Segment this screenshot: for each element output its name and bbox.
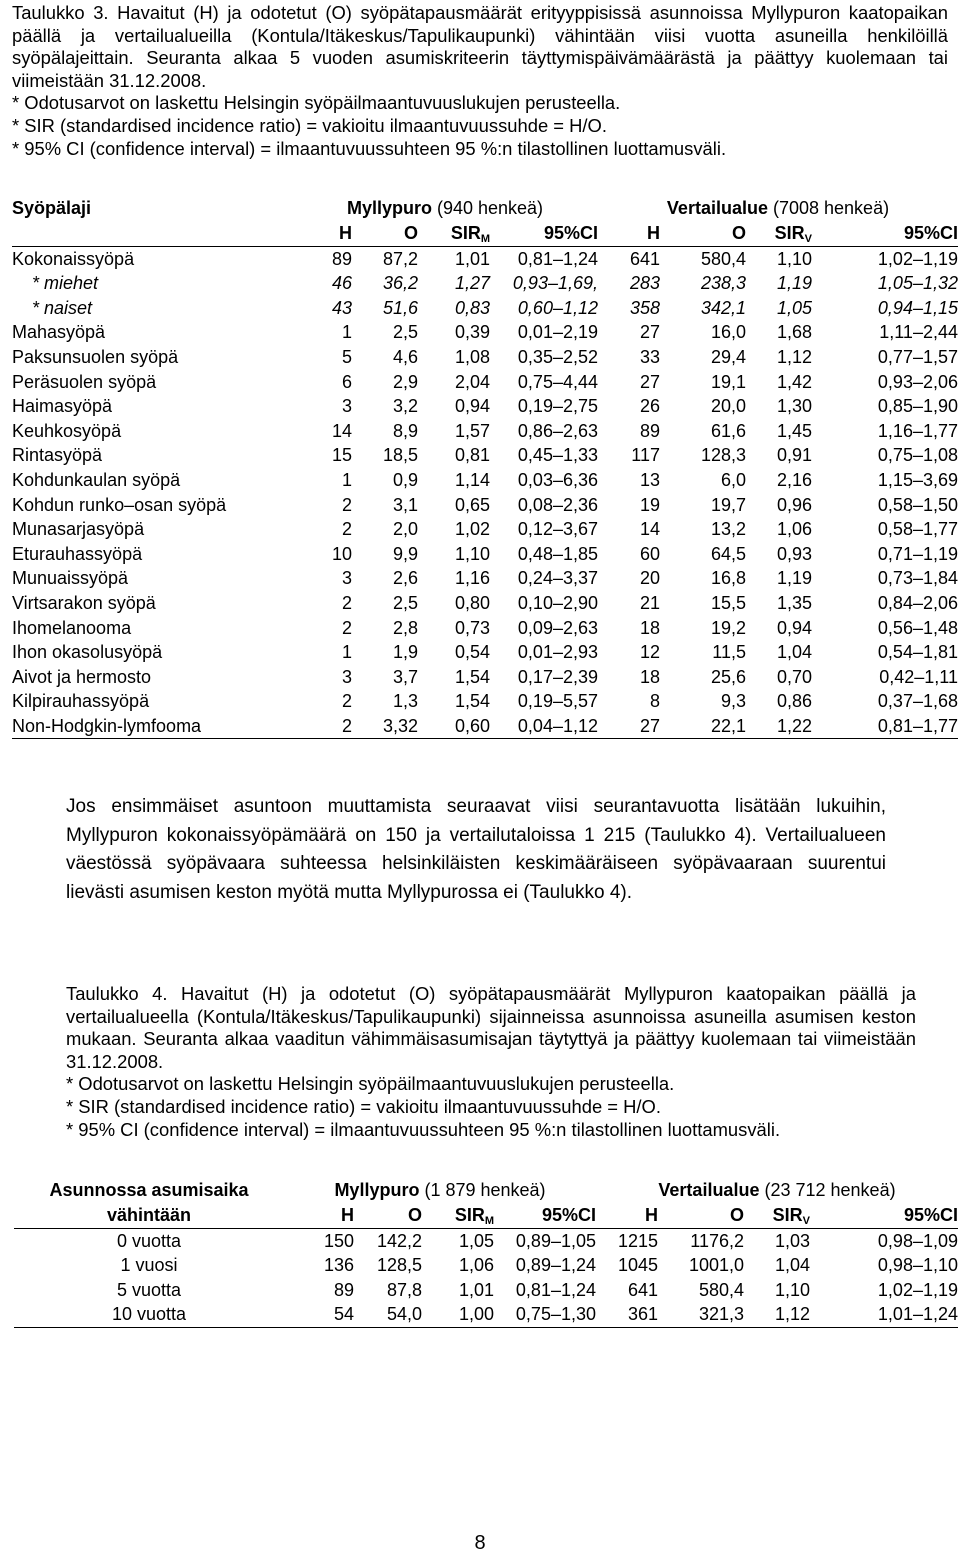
table-cell: 342,1 [700, 297, 746, 318]
table-cell: 1,06 [458, 1255, 494, 1276]
table-cell: 9,9 [392, 543, 418, 564]
table-cell: 26 [639, 396, 660, 417]
table-cell: 33 [639, 346, 660, 367]
table4-header-row [14, 1177, 958, 1203]
table3-caption-note: * Odotusarvot on laskettu Helsingin syöpäilmaantuvuuslukujen perusteella. [12, 92, 621, 114]
table-cell: 22,1 [660, 714, 746, 739]
table-cell: 0,77–1,57 [877, 346, 958, 367]
table-cell: 1,14 [454, 469, 490, 490]
table3-subheader-row [12, 221, 958, 246]
row-label: * miehet [32, 273, 99, 294]
group-count: (940 henkeä) [431, 197, 544, 218]
table-cell: 16,0 [710, 322, 746, 343]
table-row [12, 296, 958, 321]
table-cell: 0,09–2,63 [517, 617, 598, 638]
table-cell: 19 [639, 494, 660, 515]
table-cell: 2,5 [392, 592, 418, 613]
table-cell: 0,81–1,24 [515, 1279, 596, 1300]
table-cell: 1,01–1,24 [810, 1302, 958, 1327]
table-cell: 2 [341, 691, 352, 712]
col-o: O [658, 1203, 744, 1228]
table-cell: 641 [629, 248, 660, 269]
table-row [12, 246, 958, 271]
table4-header-category-line1: Asunnossa asumisaika [49, 1179, 249, 1200]
table-cell: 14 [639, 519, 660, 540]
table-cell: 1,06 [776, 519, 812, 540]
table-cell: 1,04 [774, 1255, 810, 1276]
table-cell: 3,32 [352, 714, 418, 739]
table-cell: 1,15–3,69 [877, 469, 958, 490]
table4-caption-title: Taulukko 4. Havaitut (H) ja odotetut (O) syöpätapausmäärät Myllypuron kaatopaikan päällä ja vertailualueella (Kontula/Itäkeskus/Tapulikaupunki) sijainneissa asunnoissa asuneilla asumisen keston mukaan. Seuranta alkaa vaaditun vähimmäisasumisajan täytyttyä ja päättyy kuolemaan tai viimeistään 31.12.2008. [66, 983, 916, 1072]
table-cell: 1215 [617, 1230, 658, 1251]
row-label: Kilpirauhassyöpä [12, 691, 150, 712]
page-number: 8 [474, 1532, 486, 1554]
sir-label: SIR [774, 223, 805, 243]
table-cell: 1,04 [776, 642, 812, 663]
table-cell: 1,08 [454, 346, 490, 367]
table-cell: 1,3 [392, 691, 418, 712]
col-ci: 95%CI [494, 1203, 596, 1228]
table-cell: 2 [341, 494, 352, 515]
row-label: 1 vuosi [120, 1255, 178, 1276]
table-cell: 0,35–2,52 [517, 346, 598, 367]
table-cell: 0,94 [454, 396, 490, 417]
table-cell: 1,00 [422, 1302, 494, 1327]
table-cell: 0,89–1,05 [515, 1230, 596, 1251]
table-cell: 1,19 [776, 273, 812, 294]
table-cell: 0,86 [776, 691, 812, 712]
table-cell: 0,94 [776, 617, 812, 638]
group-name: Vertailualue [666, 197, 768, 218]
table-cell: 1,01 [454, 248, 490, 269]
table-cell: 128,5 [376, 1255, 422, 1276]
table-cell: 238,3 [700, 273, 746, 294]
col-o: O [354, 1203, 422, 1228]
table-cell: 87,2 [382, 248, 418, 269]
table-cell: 0,65 [454, 494, 490, 515]
table-cell: 1,30 [776, 396, 812, 417]
body-paragraph: Jos ensimmäiset asuntoon muuttamista seuraavat viisi seurantavuotta lisätään lukuihin, Myllypuron kokonaissyöpämäärä on 150 ja vertailutaloissa 1 215 (Taulukko 4). Vertailualueen väestössä syöpävaara suhteessa helsinkiläisten keskimääräiseen syöpävaaraan suurentui lievästi asumisen keston myötä mutta Myllypurossa ei (Taulukko 4). [66, 796, 886, 903]
table-cell: 0,93 [776, 543, 812, 564]
table-cell: 283 [629, 273, 660, 294]
col-h: H [284, 1203, 354, 1228]
row-label: 10 vuotta [14, 1302, 284, 1327]
table-cell: 27 [598, 714, 660, 739]
table3-caption-title: Taulukko 3. Havaitut (H) ja odotetut (O) syöpätapausmäärät erityyppisissä asunnoissa Myllypuron kaatopaikan päällä ja vertailualueilla (Kontula/Itäkeskus/Tapulikaupunki) vähintään viisi vuotta asuneilla henkilöillä syöpälajeittain. Seuranta alkaa 5 vuoden asumiskriteerin täyttymispäivämäärästä ja päättyy kuolemaan tai viimeistään 31.12.2008. [12, 2, 948, 91]
sir-label: SIR [450, 223, 481, 243]
table-cell: 580,4 [698, 1279, 744, 1300]
row-label: Munasarjasyöpä [12, 519, 145, 540]
table-cell: 0,85–1,90 [877, 396, 958, 417]
table-cell: 0,19–2,75 [517, 396, 598, 417]
table-cell: 64,5 [710, 543, 746, 564]
row-label: Non-Hodgkin-lymfooma [12, 714, 292, 739]
col-h: H [598, 221, 660, 246]
table-cell: 1001,0 [688, 1255, 744, 1276]
table-cell: 2,0 [392, 519, 418, 540]
table-cell: 1,01 [458, 1279, 494, 1300]
table-cell: 61,6 [710, 420, 746, 441]
table-cell: 1,19 [776, 568, 812, 589]
table-cell: 0,54 [454, 642, 490, 663]
table-cell: 2,16 [776, 469, 812, 490]
group-count: (23 712 henkeä) [759, 1179, 896, 1200]
table-cell: 358 [629, 297, 660, 318]
table-row [14, 1278, 958, 1303]
table-cell: 1,22 [746, 714, 812, 739]
table-cell: 89 [639, 420, 660, 441]
table-cell: 136 [323, 1255, 354, 1276]
table-cell: 43 [331, 297, 352, 318]
row-label: Paksunsuolen syöpä [12, 346, 179, 367]
table3 [12, 195, 958, 739]
group-name: Myllypuro [346, 197, 432, 218]
table-cell: 18,5 [382, 445, 418, 466]
table-cell: 60 [639, 543, 660, 564]
table-cell: 1,42 [776, 371, 812, 392]
row-label: Haimasyöpä [12, 396, 113, 417]
table-cell: 0,37–1,68 [877, 691, 958, 712]
table-cell: 1,57 [454, 420, 490, 441]
sir-subscript: V [802, 1215, 810, 1227]
table-cell: 8 [649, 691, 660, 712]
table-cell: 89 [333, 1279, 354, 1300]
table-row [12, 542, 958, 567]
table-cell: 27 [639, 371, 660, 392]
table3-header-myllypuro [292, 195, 598, 221]
table-row [12, 443, 958, 468]
table-cell: 0,58–1,77 [877, 519, 958, 540]
row-label: Ihon okasolusyöpä [12, 642, 163, 663]
table-row [14, 1253, 958, 1278]
table-cell: 0,60–1,12 [517, 297, 598, 318]
table3-caption-note: * SIR (standardised incidence ratio) = vakioitu ilmaantuvuussuhde = H/O. [12, 114, 607, 136]
table-row [12, 370, 958, 395]
table-cell: 1,45 [776, 420, 812, 441]
table3-caption-note: * 95% CI (confidence interval) = ilmaantuvuussuhteen 95 %:n tilastollinen luottamusväli. [12, 137, 727, 159]
row-label: 0 vuotta [116, 1230, 182, 1251]
table-cell: 1,02–1,19 [877, 248, 958, 269]
table-cell: 54,0 [354, 1302, 422, 1327]
sir-subscript: M [484, 1215, 494, 1227]
table-row [12, 665, 958, 690]
table-cell: 0,17–2,39 [517, 666, 598, 687]
table-cell: 13 [639, 469, 660, 490]
table-cell: 18 [639, 617, 660, 638]
table-cell: 25,6 [710, 666, 746, 687]
table-cell: 46 [331, 273, 352, 294]
sir-subscript: M [480, 233, 490, 245]
table-cell: 1,02 [454, 519, 490, 540]
table-cell: 1,03 [774, 1230, 810, 1251]
table-cell: 1 [341, 469, 352, 490]
sir-subscript: V [804, 233, 812, 245]
row-label: Kokonaissyöpä [12, 248, 135, 269]
table-row [14, 1302, 958, 1327]
group-name: Myllypuro [334, 1179, 420, 1200]
table-cell: 142,2 [376, 1230, 422, 1251]
table-cell: 0,81 [454, 445, 490, 466]
table-cell: 0,86–2,63 [517, 420, 598, 441]
table-cell: 0,73–1,84 [877, 568, 958, 589]
table-cell: 1,54 [454, 666, 490, 687]
table-cell: 19,7 [710, 494, 746, 515]
table-cell: 1,02–1,19 [877, 1279, 958, 1300]
table-cell: 0,89–1,24 [515, 1255, 596, 1276]
table-cell: 0,70 [776, 666, 812, 687]
table-cell: 19,1 [710, 371, 746, 392]
table-cell: 2,6 [392, 568, 418, 589]
table-row [12, 616, 958, 641]
table-cell: 1 [341, 642, 352, 663]
row-label: Mahasyöpä [12, 322, 106, 343]
table-cell: 1,05 [458, 1230, 494, 1251]
table-row [12, 493, 958, 518]
table-cell: 0,45–1,33 [517, 445, 598, 466]
group-count: (7008 henkeä) [767, 197, 890, 218]
table-cell: 1,12 [776, 346, 812, 367]
table-cell: 0,9 [392, 469, 418, 490]
table-cell: 0,98–1,10 [877, 1255, 958, 1276]
sir-label: SIR [454, 1205, 485, 1225]
row-label: Keuhkosyöpä [12, 420, 122, 441]
table-cell: 5 [341, 346, 352, 367]
table-cell: 0,93–2,06 [877, 371, 958, 392]
table-cell: 128,3 [700, 445, 746, 466]
col-sir-m [422, 1203, 494, 1228]
col-ci: 95%CI [490, 221, 598, 246]
table-cell: 11,5 [712, 642, 746, 663]
table4-caption [66, 983, 916, 1141]
table-row [12, 640, 958, 665]
table-row [14, 1228, 958, 1253]
table-row [12, 689, 958, 714]
row-label: * naiset [32, 297, 93, 318]
table-cell: 321,3 [658, 1302, 744, 1327]
table-cell: 12 [639, 642, 660, 663]
table-cell: 1,12 [744, 1302, 810, 1327]
table-cell: 0,39 [454, 322, 490, 343]
table-cell: 6,0 [720, 469, 746, 490]
row-label: Eturauhassyöpä [12, 543, 143, 564]
table-cell: 0,01–2,19 [517, 322, 598, 343]
table-cell: 0,56–1,48 [877, 617, 958, 638]
table-cell: 0,19–5,57 [517, 691, 598, 712]
sir-label: SIR [772, 1205, 803, 1225]
table-cell: 1,10 [776, 248, 812, 269]
table-cell: 0,08–2,36 [517, 494, 598, 515]
table-cell: 2,9 [392, 371, 418, 392]
row-label: Virtsarakon syöpä [12, 592, 156, 613]
table-cell: 0,81–1,77 [812, 714, 958, 739]
table-row [12, 714, 958, 739]
table-cell: 117 [631, 445, 660, 466]
col-sir-v [746, 221, 812, 246]
table-cell: 2 [341, 592, 352, 613]
table4-header-category-line2: vähintään [14, 1203, 284, 1228]
table-cell: 20,0 [710, 396, 746, 417]
table4-header-vertailualue [596, 1177, 958, 1203]
table-cell: 0,75–1,08 [877, 445, 958, 466]
table4-caption-note: * SIR (standardised incidence ratio) = vakioitu ilmaantuvuussuhde = H/O. [66, 1095, 661, 1117]
col-o: O [660, 221, 746, 246]
table-cell: 1,05–1,32 [877, 273, 958, 294]
table-cell: 15 [331, 445, 352, 466]
table-cell: 8,9 [392, 420, 418, 441]
col-sir-m [418, 221, 490, 246]
table-cell: 0,48–1,85 [517, 543, 598, 564]
table-cell: 0,73 [454, 617, 490, 638]
table-cell: 2,8 [392, 617, 418, 638]
table-row [12, 394, 958, 419]
col-sir-v [744, 1203, 810, 1228]
table-cell: 0,01–2,93 [517, 642, 598, 663]
table-cell: 0,75–4,44 [517, 371, 598, 392]
row-label: Peräsuolen syöpä [12, 371, 157, 392]
table-cell: 0,80 [454, 592, 490, 613]
table-cell: 21 [639, 592, 660, 613]
table-cell: 1,16 [454, 568, 490, 589]
table-cell: 0,75–1,30 [494, 1302, 596, 1327]
table-cell: 1 [341, 322, 352, 343]
row-label: Munuaissyöpä [12, 568, 129, 589]
table-row [12, 419, 958, 444]
table-cell: 20 [639, 568, 660, 589]
table-cell: 0,42–1,11 [879, 666, 958, 687]
table-cell: 18 [639, 666, 660, 687]
table-cell: 1,9 [392, 642, 418, 663]
table-cell: 1,11–2,44 [879, 322, 958, 343]
table-cell: 0,91 [776, 445, 812, 466]
table-cell: 0,93–1,69, [512, 273, 598, 294]
table-row [12, 566, 958, 591]
table-cell: 2,04 [454, 371, 490, 392]
table-cell: 1,27 [454, 273, 490, 294]
table4-header-myllypuro [284, 1177, 596, 1203]
table-cell: 0,71–1,19 [877, 543, 958, 564]
table-cell: 36,2 [382, 273, 418, 294]
table-cell: 6 [341, 371, 352, 392]
table-cell: 2 [341, 519, 352, 540]
table-cell: 150 [323, 1230, 354, 1251]
table-cell: 0,98–1,09 [877, 1230, 958, 1251]
col-h: H [292, 221, 352, 246]
table-cell: 54 [284, 1302, 354, 1327]
table-cell: 1,54 [454, 691, 490, 712]
table-cell: 0,96 [776, 494, 812, 515]
table-cell: 1,16–1,77 [877, 420, 958, 441]
table-cell: 4,6 [392, 346, 418, 367]
col-o: O [352, 221, 418, 246]
col-ci: 95%CI [810, 1203, 958, 1228]
table-row [12, 271, 958, 296]
table-cell: 3 [341, 666, 352, 687]
table-cell: 14 [331, 420, 352, 441]
table-row [12, 345, 958, 370]
table4-caption-note: * 95% CI (confidence interval) = ilmaantuvuussuhteen 95 %:n tilastollinen luottamusväli. [66, 1118, 781, 1140]
table-cell: 13,2 [710, 519, 746, 540]
table-cell: 19,2 [710, 617, 746, 638]
row-label: Kohdunkaulan syöpä [12, 469, 181, 490]
table-cell: 27 [639, 322, 660, 343]
table3-header-row [12, 195, 958, 221]
table-cell: 15,5 [710, 592, 746, 613]
group-count: (1 879 henkeä) [419, 1179, 546, 1200]
table-cell: 0,03–6,36 [517, 469, 598, 490]
table-cell: 0,84–2,06 [877, 592, 958, 613]
table-cell: 3,1 [392, 494, 418, 515]
table3-header-category: Syöpälaji [12, 197, 92, 218]
table-row [12, 320, 958, 345]
table-cell: 89 [331, 248, 352, 269]
table-row [12, 591, 958, 616]
table-cell: 29,4 [710, 346, 746, 367]
table-row [12, 468, 958, 493]
table-cell: 16,8 [710, 568, 746, 589]
empty-cell [12, 221, 292, 246]
table-cell: 0,54–1,81 [877, 642, 958, 663]
col-ci: 95%CI [812, 221, 958, 246]
table4-caption-note: * Odotusarvot on laskettu Helsingin syöpäilmaantuvuuslukujen perusteella. [66, 1073, 675, 1095]
table-cell: 0,60 [418, 714, 490, 739]
table-cell: 0,58–1,50 [877, 494, 958, 515]
table-cell: 51,6 [382, 297, 418, 318]
table-cell: 641 [627, 1279, 658, 1300]
table-cell: 3 [341, 396, 352, 417]
table4 [14, 1177, 958, 1328]
table-cell: 0,10–2,90 [517, 592, 598, 613]
table-cell: 3 [341, 568, 352, 589]
table-cell: 0,12–3,67 [517, 519, 598, 540]
row-label: Rintasyöpä [12, 445, 103, 466]
table-cell: 1,10 [774, 1279, 810, 1300]
table-cell: 10 [331, 543, 352, 564]
table-cell: 1,68 [776, 322, 812, 343]
table-cell: 2 [341, 617, 352, 638]
table-cell: 3,2 [392, 396, 418, 417]
row-label: Aivot ja hermosto [12, 666, 152, 687]
row-label: Ihomelanooma [12, 617, 132, 638]
table-cell: 2 [292, 714, 352, 739]
table-cell: 9,3 [720, 691, 746, 712]
table-cell: 361 [596, 1302, 658, 1327]
table-cell: 0,94–1,15 [877, 297, 958, 318]
table-cell: 1,05 [776, 297, 812, 318]
row-label: Kohdun runko–osan syöpä [12, 494, 227, 515]
table-cell: 1176,2 [690, 1230, 744, 1251]
table-cell: 87,8 [386, 1279, 422, 1300]
table-cell: 0,81–1,24 [517, 248, 598, 269]
table-cell: 0,24–3,37 [517, 568, 598, 589]
table-cell: 580,4 [700, 248, 746, 269]
table-cell: 1,35 [776, 592, 812, 613]
table-cell: 3,7 [392, 666, 418, 687]
col-h: H [596, 1203, 658, 1228]
table3-caption [12, 2, 948, 160]
group-name: Vertailualue [658, 1179, 760, 1200]
table4-subheader-row [14, 1203, 958, 1228]
table-cell: 1,10 [454, 543, 490, 564]
table-row [12, 517, 958, 542]
row-label: 5 vuotta [116, 1279, 182, 1300]
table3-header-vertailualue [598, 195, 958, 221]
table-cell: 2,5 [392, 322, 418, 343]
table-cell: 1045 [617, 1255, 658, 1276]
table-cell: 0,04–1,12 [490, 714, 598, 739]
table-cell: 0,83 [454, 297, 490, 318]
